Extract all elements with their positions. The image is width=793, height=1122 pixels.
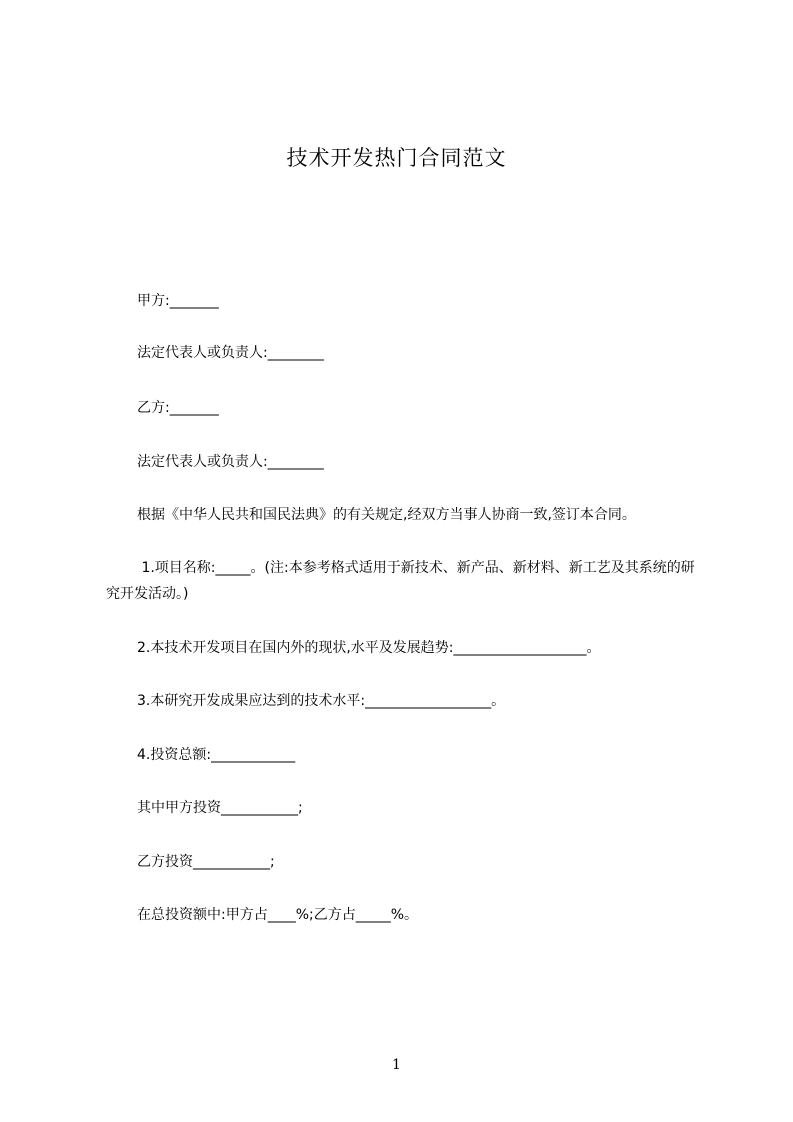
preamble-paragraph: 根据《中华人民共和国民法典》的有关规定,经双方当事人协商一致,签订本合同。	[137, 507, 636, 523]
party-a-investment-line: 其中甲方投资___________;	[137, 800, 303, 816]
clause-3-technical-level: 3.本研究开发成果应达到的技术水平:__________________。	[137, 693, 506, 709]
document-title: 技术开发热门合同范文	[286, 146, 507, 170]
investment-share-line: 在总投资额中:甲方占____%;乙方占_____%。	[137, 907, 419, 923]
clause-4-total-investment: 4.投资总额:____________	[137, 747, 296, 763]
clause-1-project-name: 1.项目名称:_____。(注:本参考格式适用于新技术、新产品、新材料、新工艺及其系统的研究开发活动。)	[106, 560, 695, 602]
clause-2-status-trend: 2.本技术开发项目在国内外的现状,水平及发展趋势:___________________。	[137, 640, 601, 656]
party-b-representative-line: 法定代表人或负责人:________	[137, 454, 324, 470]
party-a-line: 甲方:_______	[137, 293, 219, 309]
page-number: 1	[392, 1057, 401, 1073]
party-a-representative-line: 法定代表人或负责人:________	[137, 345, 324, 361]
party-b-line: 乙方:_______	[137, 400, 219, 416]
party-b-investment-line: 乙方投资___________;	[137, 854, 275, 870]
